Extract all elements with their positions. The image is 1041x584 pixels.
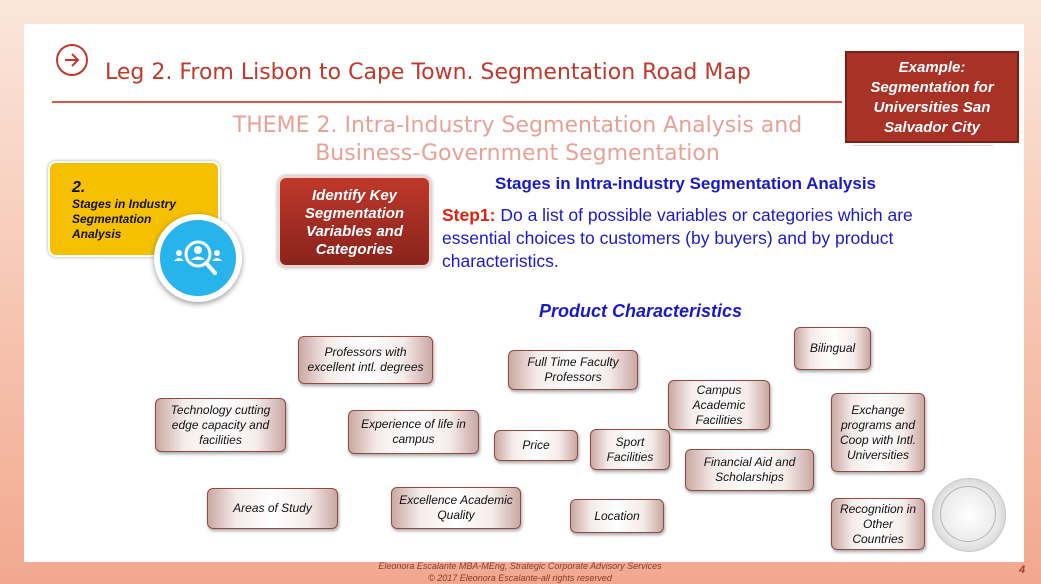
- identify-line-2: Segmentation: [304, 205, 405, 222]
- theme-line-1: THEME 2. Intra-Industry Segmentation Analysis and: [232, 113, 803, 138]
- characteristic-chip: Excellence Academic Quality: [391, 487, 521, 529]
- identify-line-3: Variables and: [306, 223, 403, 240]
- characteristic-chip: Sport Facilities: [590, 429, 670, 470]
- characteristic-chip: Technology cutting edge capacity and facilities: [155, 398, 286, 452]
- characteristic-chip: Recognition in Other Countries: [831, 498, 925, 550]
- characteristic-chip: Exchange programs and Coop with Intl. Universities: [831, 393, 925, 472]
- characteristic-chip: Bilingual: [794, 327, 871, 370]
- footer-author: Eleonora Escalante MBA-MEng, Strategic Corporate Advisory Services: [378, 561, 662, 571]
- example-line-2: Segmentation for: [870, 79, 994, 96]
- page-number: 4: [1019, 564, 1026, 576]
- stages-heading: Stages in Intra-industry Segmentation Analysis: [495, 174, 877, 193]
- example-line-1: Example:: [898, 59, 966, 76]
- characteristic-chip: Campus Academic Facilities: [668, 380, 770, 430]
- footer-copyright: © 2017 Eleonora Escalante-all rights reserved: [428, 573, 612, 583]
- people-search-icon: [154, 214, 242, 302]
- example-line-3: Universities San: [873, 99, 991, 116]
- stage-number: 2.: [72, 179, 86, 196]
- characteristic-chip: Full Time Faculty Professors: [508, 350, 638, 390]
- stage-label: Stages in Industry Segmentation Analysis: [72, 197, 177, 241]
- characteristic-chip: Price: [494, 430, 578, 461]
- arrow-circle-icon: [56, 44, 88, 76]
- example-line-4: Salvador City: [884, 119, 980, 136]
- identify-box: [278, 176, 431, 267]
- theme-subtitle: [180, 112, 855, 168]
- step-text: [442, 204, 982, 273]
- characteristic-chip: Professors with excellent intl. degrees: [298, 336, 433, 384]
- title-divider: [52, 101, 842, 103]
- step-label: Step1:: [442, 205, 496, 225]
- theme-line-2: Business-Government Segmentation: [315, 141, 720, 166]
- characteristic-chip: Areas of Study: [207, 488, 338, 529]
- example-underline: [853, 145, 993, 146]
- product-heading: Product Characteristics: [539, 301, 743, 321]
- example-box: [845, 51, 1019, 143]
- step-body: Do a list of possible variables or categories which are essential choices to customers (by buyers) and by product characteristics.: [442, 205, 913, 271]
- characteristic-chip: Location: [570, 499, 664, 533]
- identify-line-1: Identify Key: [311, 187, 398, 204]
- characteristic-chip: Financial Aid and Scholarships: [685, 449, 814, 491]
- characteristic-chip: Experience of life in campus: [348, 410, 479, 454]
- seal-inner-ring: [940, 486, 996, 542]
- slide-title: Leg 2. From Lisbon to Cape Town. Segmentation Road Map: [105, 60, 751, 85]
- identify-line-4: Categories: [315, 241, 394, 258]
